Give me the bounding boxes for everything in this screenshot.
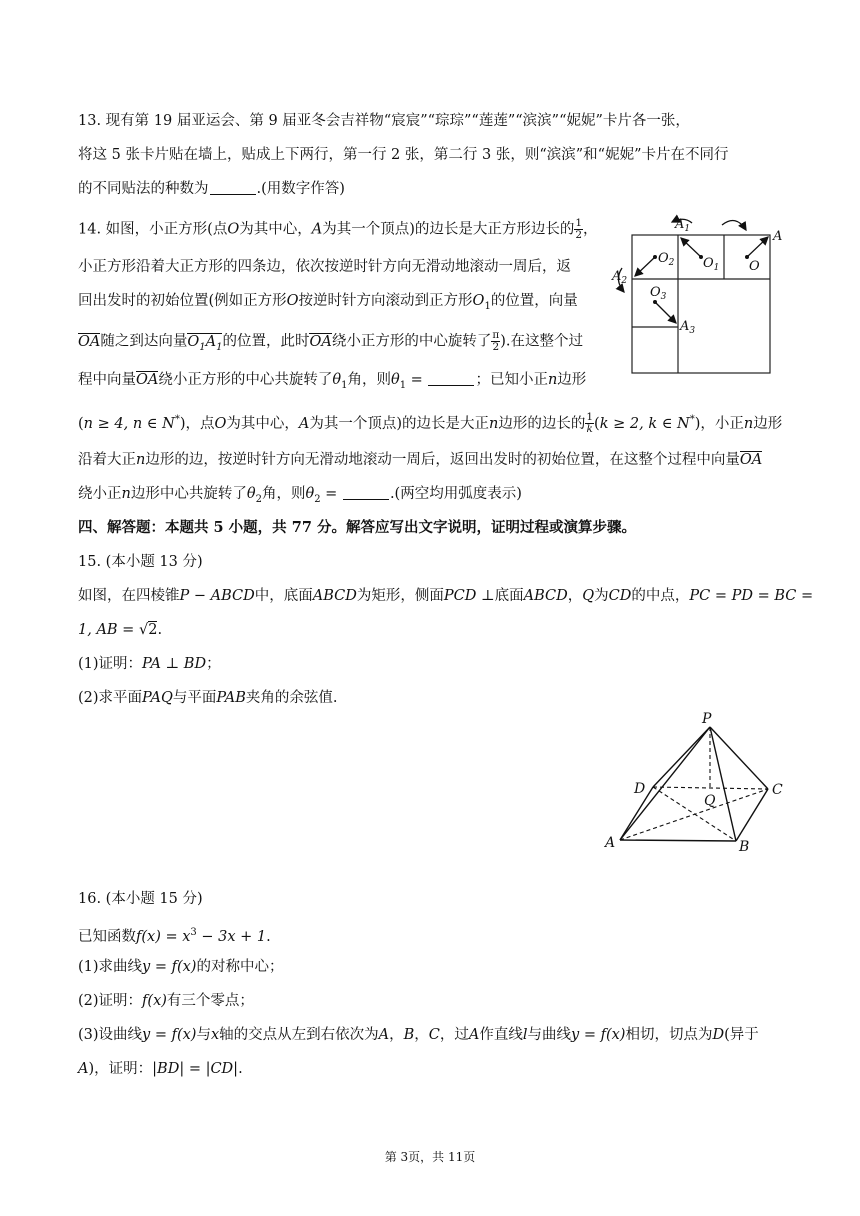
q13-line-2: 将这 5 张卡片贴在墙上，贴成上下两行，第一行 2 张，第二行 3 张，则“滨滨”和“妮妮”卡片在不同行: [78, 147, 729, 163]
label-O: O: [749, 259, 760, 274]
section-heading: 四、解答题：本题共 5 小题，共 77 分。解答应写出文字说明，证明过程或演算步骤。: [78, 519, 636, 536]
label-D: D: [634, 781, 646, 797]
q15-part-2: (2)求平面PAQ与平面PAB夹角的余弦值.: [78, 690, 338, 706]
q14-text: 为其中心，: [239, 221, 312, 238]
label-B: B: [739, 839, 750, 855]
q13-text: 的不同贴法的种数为: [78, 181, 209, 197]
q14-line-1: [78, 218, 598, 241]
label-A2: $A_2$: [612, 269, 628, 286]
q14-text: ，: [583, 221, 598, 238]
vector-OA: OA: [739, 452, 763, 468]
fraction: $\frac{1}{2}$: [575, 217, 583, 241]
label-O1: $O_1$: [703, 256, 720, 273]
q13-line-1: 13. 现有第 19 届亚运会、第 9 届亚冬会吉祥物“宸宸”“琮琮”“莲莲”“滨滨”“妮妮”卡片各一张，: [78, 113, 690, 129]
q14-text: 14. 如图，小正方形(点: [78, 221, 228, 238]
q15-heading: 15. (本小题 13 分): [78, 554, 203, 570]
label-O2: $O_2$: [658, 251, 675, 268]
q13-line-3: [78, 179, 345, 199]
pyramid-figure: [598, 705, 798, 860]
answer-blank[interactable]: [210, 180, 256, 195]
answer-blank[interactable]: [343, 485, 389, 500]
label-A1: $A_1$: [675, 217, 691, 234]
math: A: [311, 221, 323, 238]
q16-part-3: (3)设曲线y = f(x)与x轴的交点从左到右依次为A，B，C，过A作直线l与曲线y = f(x)相切，切点为D(异于: [78, 1027, 759, 1043]
q14-line-7: 沿着大正n边形的边，按逆时针方向无滑动地滚动一周后，返回出发时的初始位置，在这整个过程中向量OA: [78, 452, 763, 468]
math: O: [227, 221, 240, 238]
answer-blank[interactable]: [428, 371, 474, 386]
label-A: A: [605, 835, 616, 851]
q14-line-6: (n ≥ 4, n ∈ N*)，点O为其中心，A为其一个顶点)的边长是大正n边形的边长的 $\frac{1}{k}$ (k ≥ 2, k ∈ N*)，小正n边形: [78, 411, 783, 436]
fraction: $\frac{\pi}{2}$: [492, 329, 500, 353]
q13-text: .(用数字作答): [256, 181, 345, 197]
vector-OA: OA: [136, 372, 159, 388]
label-C: C: [772, 782, 783, 798]
q16-heading: 16. (本小题 15 分): [78, 891, 203, 907]
vector-OA: OA: [78, 333, 101, 350]
q15-line-1: 如图，在四棱锥P − ABCD中，底面ABCD为矩形，侧面PCD ⊥底面ABCD，Q为CD的中点，PC = PD = BC =: [78, 588, 814, 604]
q16-part-3-cont: A)，证明：|BD| = |CD|.: [78, 1061, 243, 1077]
q15-line-2: 1, AB = √2.: [78, 622, 163, 638]
q15-part-1: (1)证明：PA ⊥ BD；: [78, 656, 221, 672]
q14-line-2: 小正方形沿着大正方形的四条边，依次按逆时针方向无滑动地滚动一周后，返: [78, 259, 571, 275]
q16-line-1: 已知函数$f(x) = x^3 - 3x + 1$.: [78, 927, 271, 945]
vector-O1A1: $O_1A_1$: [187, 333, 223, 353]
label-O3: $O_3$: [650, 285, 667, 302]
label-P: P: [702, 711, 712, 727]
q16-part-2: (2)证明：f(x)有三个零点；: [78, 993, 254, 1009]
q14-text: 为其一个顶点)的边长是大正方形边长的: [322, 221, 575, 238]
label-A: A: [773, 229, 783, 244]
q14-line-3: 回出发时的初始位置(例如正方形O按逆时针方向滚动到正方形$O_1$的位置，向量: [78, 293, 578, 312]
fraction: $\frac{1}{k}$: [586, 411, 594, 436]
vector-OA: OA: [309, 333, 332, 350]
label-A3: $A_3$: [680, 319, 696, 336]
label-Q: Q: [704, 793, 716, 809]
q16-part-1: (1)求曲线y = f(x)的对称中心；: [78, 959, 284, 975]
rolling-square-figure: [610, 210, 790, 375]
q14-line-5: 程中向量OA绕小正方形的中心共旋转了$\theta_1$角，则$\theta_1$ = ；已知小正n边形: [78, 372, 587, 391]
q14-line-8: 绕小正n边形中心共旋转了$\theta_2$角，则$\theta_2$ = .(两空均用弧度表示): [78, 486, 522, 505]
q14-line-4: OA随之到达向量$O_1A_1$的位置，此时OA绕小正方形的中心旋转了 $\frac{\pi}{2}$ ).在这整个过: [78, 329, 584, 353]
page-footer: 第 3页，共 11页: [384, 1150, 476, 1164]
